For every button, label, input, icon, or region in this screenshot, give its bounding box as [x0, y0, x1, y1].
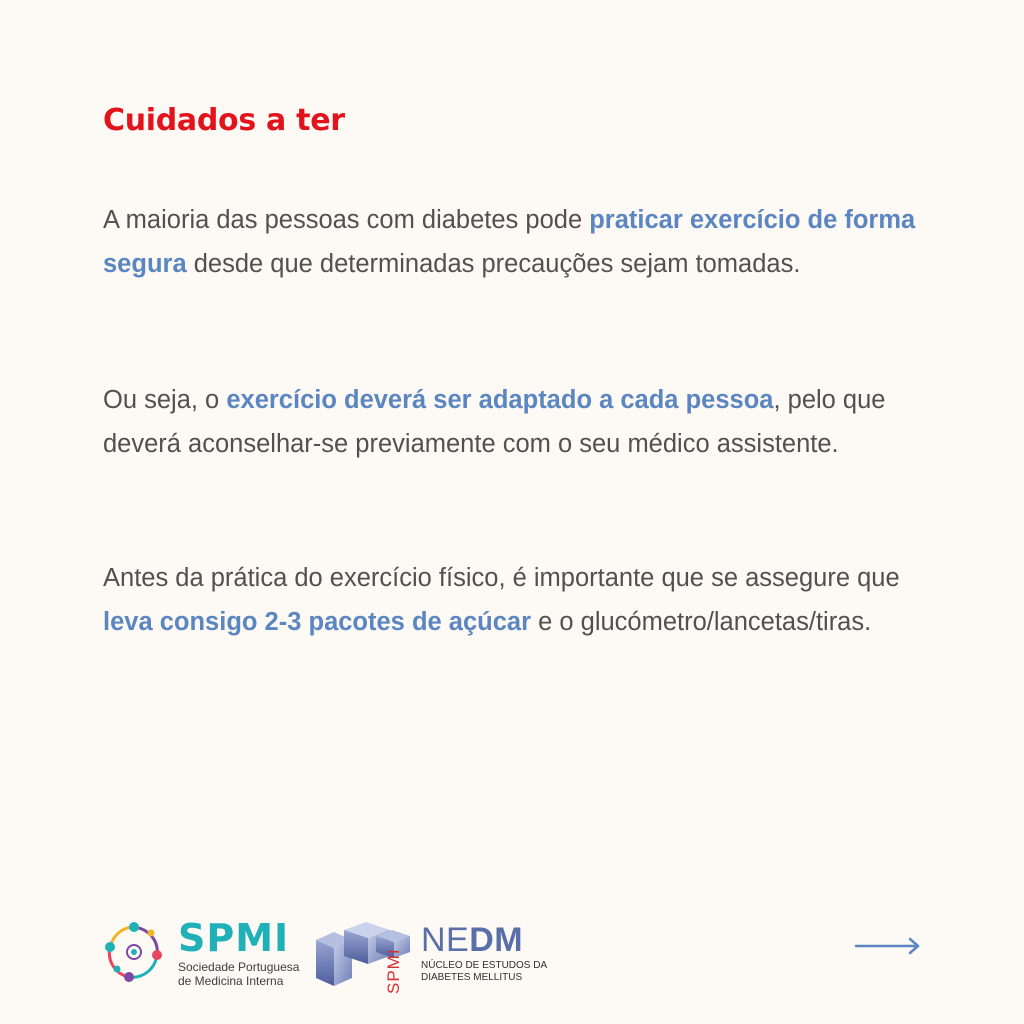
page-title: Cuidados a ter: [103, 103, 345, 138]
arrow-right-icon[interactable]: [852, 934, 924, 958]
spmi-logo-name: SPMI: [178, 916, 290, 960]
nedm-name-part2: DM: [469, 921, 524, 959]
nedm-logo-subtitle: [421, 960, 547, 984]
spmi-subtitle-line2: de Medicina Interna: [178, 974, 284, 988]
paragraph-2-text: Ou seja, o: [103, 386, 227, 414]
paragraph-3-text: Antes da prática do exercício físico, é importante que se assegure que: [103, 564, 900, 592]
nedm-name-part1: NE: [421, 921, 470, 959]
paragraph-1-text: A maioria das pessoas com diabetes pode: [103, 206, 590, 234]
paragraph-2-text-end: , pelo que deverá aconselhar-se previamente com o seu médico assistente.: [103, 386, 886, 458]
spmi-symbol-icon: [101, 919, 167, 985]
paragraph-3: [103, 556, 943, 644]
spmi-subtitle-line1: Sociedade Portuguesa: [178, 960, 300, 974]
paragraph-3-text-end: e o glucómetro/lancetas/tiras.: [531, 608, 872, 636]
spmi-logo-subtitle: [178, 960, 299, 988]
nedm-subtitle-line1: NÚCLEO DE ESTUDOS DA: [421, 960, 548, 971]
nedm-spmi-prefix: SPMI: [384, 948, 403, 994]
paragraph-1-highlight: praticar exercício de forma segura: [103, 206, 916, 278]
paragraph-1-text-end: desde que determinadas precauções sejam tomadas.: [186, 250, 801, 278]
paragraph-3-highlight: leva consigo 2-3 pacotes de açúcar: [103, 608, 532, 636]
paragraph-2: [103, 378, 943, 466]
paragraph-1: [103, 198, 943, 286]
nedm-subtitle-line2: DIABETES MELLITUS: [421, 972, 523, 983]
nedm-logo-name: [421, 922, 523, 958]
paragraph-2-highlight: exercício deverá ser adaptado a cada pessoa: [226, 386, 774, 414]
